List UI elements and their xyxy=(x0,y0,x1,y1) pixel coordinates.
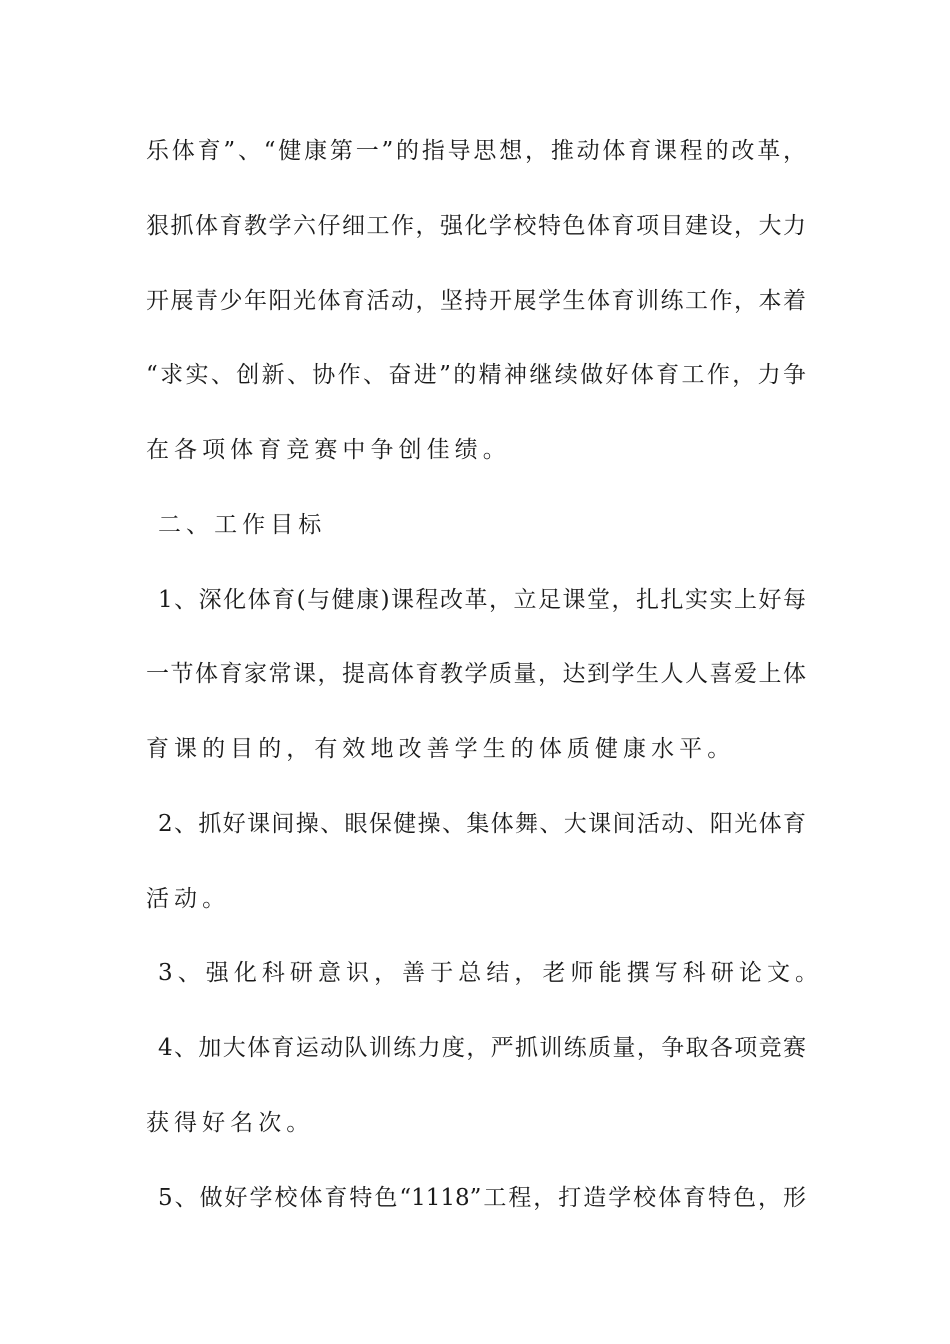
body-text-line: 开展青少年阳光体育活动，坚持开展学生体育训练工作，本着 xyxy=(146,288,806,314)
section-heading: 二、工作目标 xyxy=(158,512,327,538)
list-item-line: 2、抓好课间操、眼保健操、集体舞、大课间活动、阳光体育 xyxy=(158,811,806,837)
body-text-line: 狠抓体育教学六仔细工作，强化学校特色体育项目建设，大力 xyxy=(146,213,806,239)
list-item-line: 育课的目的，有效地改善学生的体质健康水平。 xyxy=(146,736,736,762)
list-item-line: 获得好名次。 xyxy=(146,1110,315,1136)
list-item-line: 5、做好学校体育特色“1118”工程，打造学校体育特色，形 xyxy=(158,1185,806,1211)
list-item-line: 4、加大体育运动队训练力度，严抓训练质量，争取各项竞赛 xyxy=(158,1035,806,1061)
body-text-line: 在各项体育竞赛中争创佳绩。 xyxy=(146,437,511,463)
list-item-line: 一节体育家常课，提高体育教学质量，达到学生人人喜爱上体 xyxy=(146,661,806,687)
list-item-line: 活动。 xyxy=(146,886,231,912)
body-text-line: 乐体育”、“健康第一”的指导思想，推动体育课程的改革， xyxy=(146,138,806,164)
list-item-line: 3、强化科研意识，善于总结，老师能撰写科研论文。 xyxy=(158,960,824,986)
list-item-line: 1、深化体育(与健康)课程改革，立足课堂，扎扎实实上好每 xyxy=(158,587,806,613)
body-text-line: “求实、创新、协作、奋进”的精神继续做好体育工作，力争 xyxy=(146,362,806,388)
